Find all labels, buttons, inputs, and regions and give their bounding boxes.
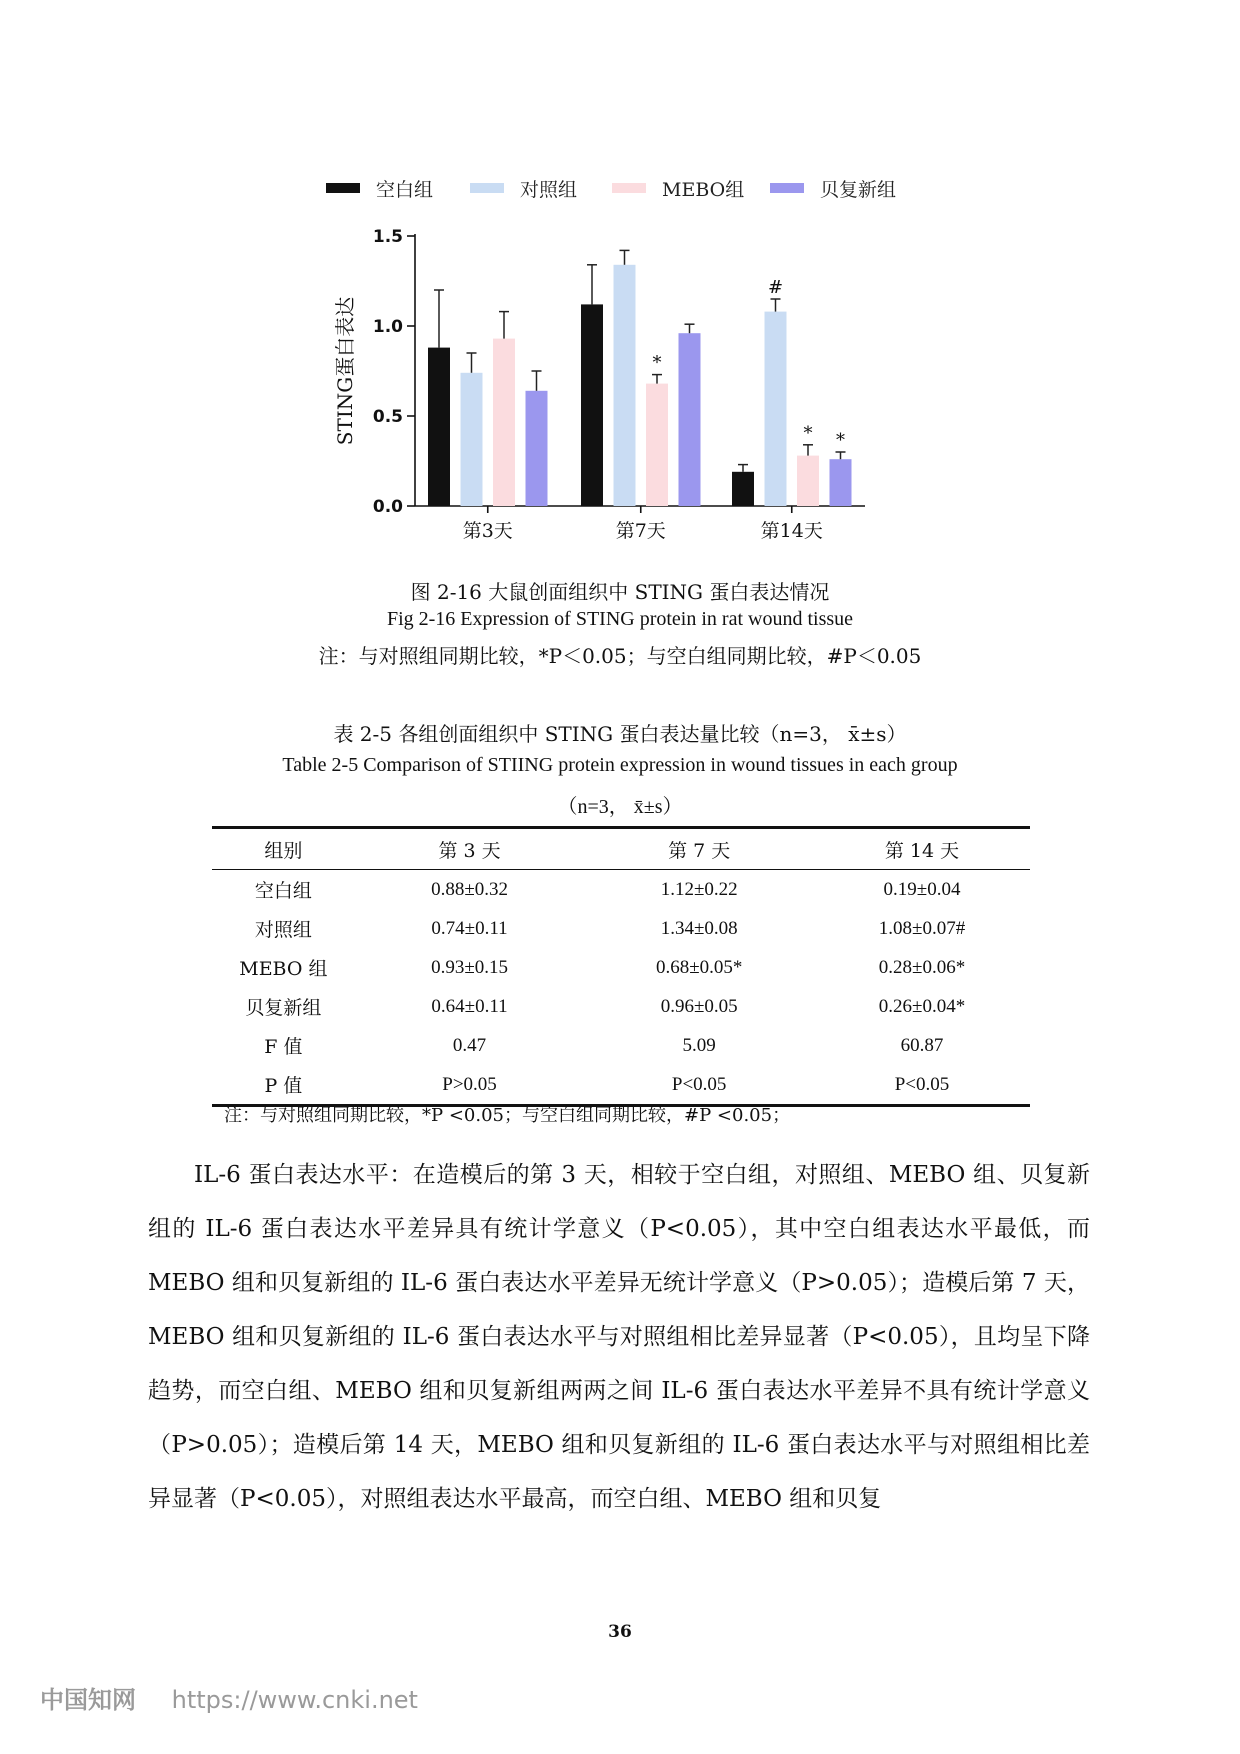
table-title-en: Table 2-5 Comparison of STIING protein expression in wound tissues in each group (282, 754, 958, 776)
table-cell: 60.87 (900, 1034, 944, 1056)
y-tick-label: 1.0 (372, 317, 403, 337)
table-cell: P 值 (264, 1075, 303, 1097)
cnki-watermark (40, 1680, 418, 1715)
y-axis-label: STING蛋白表达 (333, 296, 357, 446)
bar (732, 472, 754, 506)
legend-label: MEBO组 (662, 179, 745, 201)
significance-mark: * (836, 430, 845, 451)
bar (830, 459, 852, 506)
body-paragraph: IL-6 蛋白表达水平：在造模后的第 3 天，相较于空白组，对照组、MEBO 组、贝复新组的 IL-6 蛋白表达水平差异具有统计学意义（P<0.05），其中空白组表达水平最低，而 MEBO 组和贝复新组的 IL-6 蛋白表达水平差异无统计学意义（P>0.05）；造模后第 7 天，MEBO 组和贝复新组的 IL-6 蛋白表达水平与对照组相比差异显著（P<0.05），且均呈下降趋势，而空白组、MEBO 组和贝复新组两两之间 IL-6 蛋白表达水平差异不具有统计学意义（P>0.05）；造模后第 14 天，MEBO 组和贝复新组的 IL-6 蛋白表达水平与对照组相比差异显著（P<0.05），对照组表达水平最高，而空白组、MEBO 组和贝复 (148, 1162, 1090, 1512)
table-note: 注：与对照组同期比较，*P <0.05；与空白组同期比较，#P <0.05； (224, 1105, 791, 1126)
table-header-day14: 第 14 天 (814, 828, 1030, 870)
table-cell: 空白组 (254, 880, 312, 902)
legend-label: 贝复新组 (820, 179, 897, 201)
x-tick-label: 第7天 (615, 520, 666, 542)
table-row (212, 987, 1030, 1026)
table-row (212, 909, 1030, 948)
bar (581, 304, 603, 506)
table-cell: 0.47 (452, 1034, 487, 1056)
legend-swatch (770, 183, 804, 193)
table-title-en-sub: （n=3， x̄±s） (557, 796, 683, 818)
x-tick-label: 第14天 (760, 520, 823, 542)
table-cell: 5.09 (682, 1034, 716, 1056)
table-cell: 0.88±0.32 (431, 878, 508, 900)
x-tick-label: 第3天 (462, 520, 513, 542)
table-cell: 0.64±0.11 (431, 995, 508, 1017)
table-cell: 0.93±0.15 (431, 956, 508, 978)
bar (493, 339, 515, 506)
table-header-group: 组别 (212, 828, 355, 870)
table-cell: 0.68±0.05* (655, 956, 743, 978)
y-tick-label: 0.5 (372, 407, 403, 427)
bar (428, 348, 450, 506)
table-cell: 贝复新组 (245, 997, 322, 1019)
watermark-brand: 中国知网 (40, 1686, 136, 1714)
table-cell: 0.19±0.04 (883, 878, 961, 900)
table-cell: P<0.05 (671, 1073, 727, 1095)
table-cell: 0.96±0.05 (660, 995, 738, 1017)
table-row (212, 1026, 1030, 1065)
significance-mark: * (652, 352, 662, 374)
table-header-row (212, 828, 1030, 870)
legend-swatch (612, 183, 646, 193)
bar (461, 373, 483, 506)
bar (646, 384, 668, 506)
y-tick-label: 0.0 (372, 497, 403, 517)
legend-label: 空白组 (376, 179, 434, 201)
table-cell: 对照组 (254, 919, 312, 941)
bar (526, 391, 548, 506)
significance-mark: * (803, 422, 813, 444)
bar (679, 333, 701, 506)
table-cell: 0.74±0.11 (431, 917, 508, 939)
table-cell: P>0.05 (442, 1073, 497, 1095)
table-cell: F 值 (264, 1036, 303, 1058)
table-cell: 1.12±0.22 (660, 878, 738, 900)
table-title-cn: 表 2-5 各组创面组织中 STING 蛋白表达量比较（n=3， x̄±s） (333, 722, 907, 746)
table-cell: 1.08±0.07# (878, 917, 966, 939)
sting-expression-table (212, 826, 1030, 1107)
page-number: 36 (608, 1622, 632, 1642)
table-cell: 1.34±0.08 (660, 917, 738, 939)
bar (797, 456, 819, 506)
legend-swatch (470, 183, 504, 193)
table-cell: 0.28±0.06* (878, 956, 966, 978)
table-header-day3: 第 3 天 (355, 828, 585, 870)
table-header-day7: 第 7 天 (584, 828, 814, 870)
significance-mark: # (767, 277, 784, 298)
bar (614, 265, 636, 506)
legend-swatch (326, 183, 360, 193)
legend-label: 对照组 (520, 179, 578, 201)
bar (765, 312, 787, 506)
figure-caption-en: Fig 2-16 Expression of STING protein in rat wound tissue (386, 608, 854, 630)
table-row (212, 948, 1030, 987)
table-cell: 0.26±0.04* (878, 995, 966, 1017)
table-cell: P<0.05 (894, 1073, 950, 1095)
table-cell: MEBO 组 (239, 958, 328, 980)
y-tick-label: 1.5 (372, 227, 403, 247)
figure-note: 注：与对照组同期比较，*P＜0.05；与空白组同期比较，#P＜0.05 (318, 644, 922, 668)
figure-caption-cn: 图 2-16 大鼠创面组织中 STING 蛋白表达情况 (410, 580, 830, 604)
sting-bar-chart (0, 0, 1240, 560)
watermark-url: https://www.cnki.net (171, 1686, 418, 1714)
table-row (212, 870, 1030, 910)
table-row (212, 1065, 1030, 1106)
